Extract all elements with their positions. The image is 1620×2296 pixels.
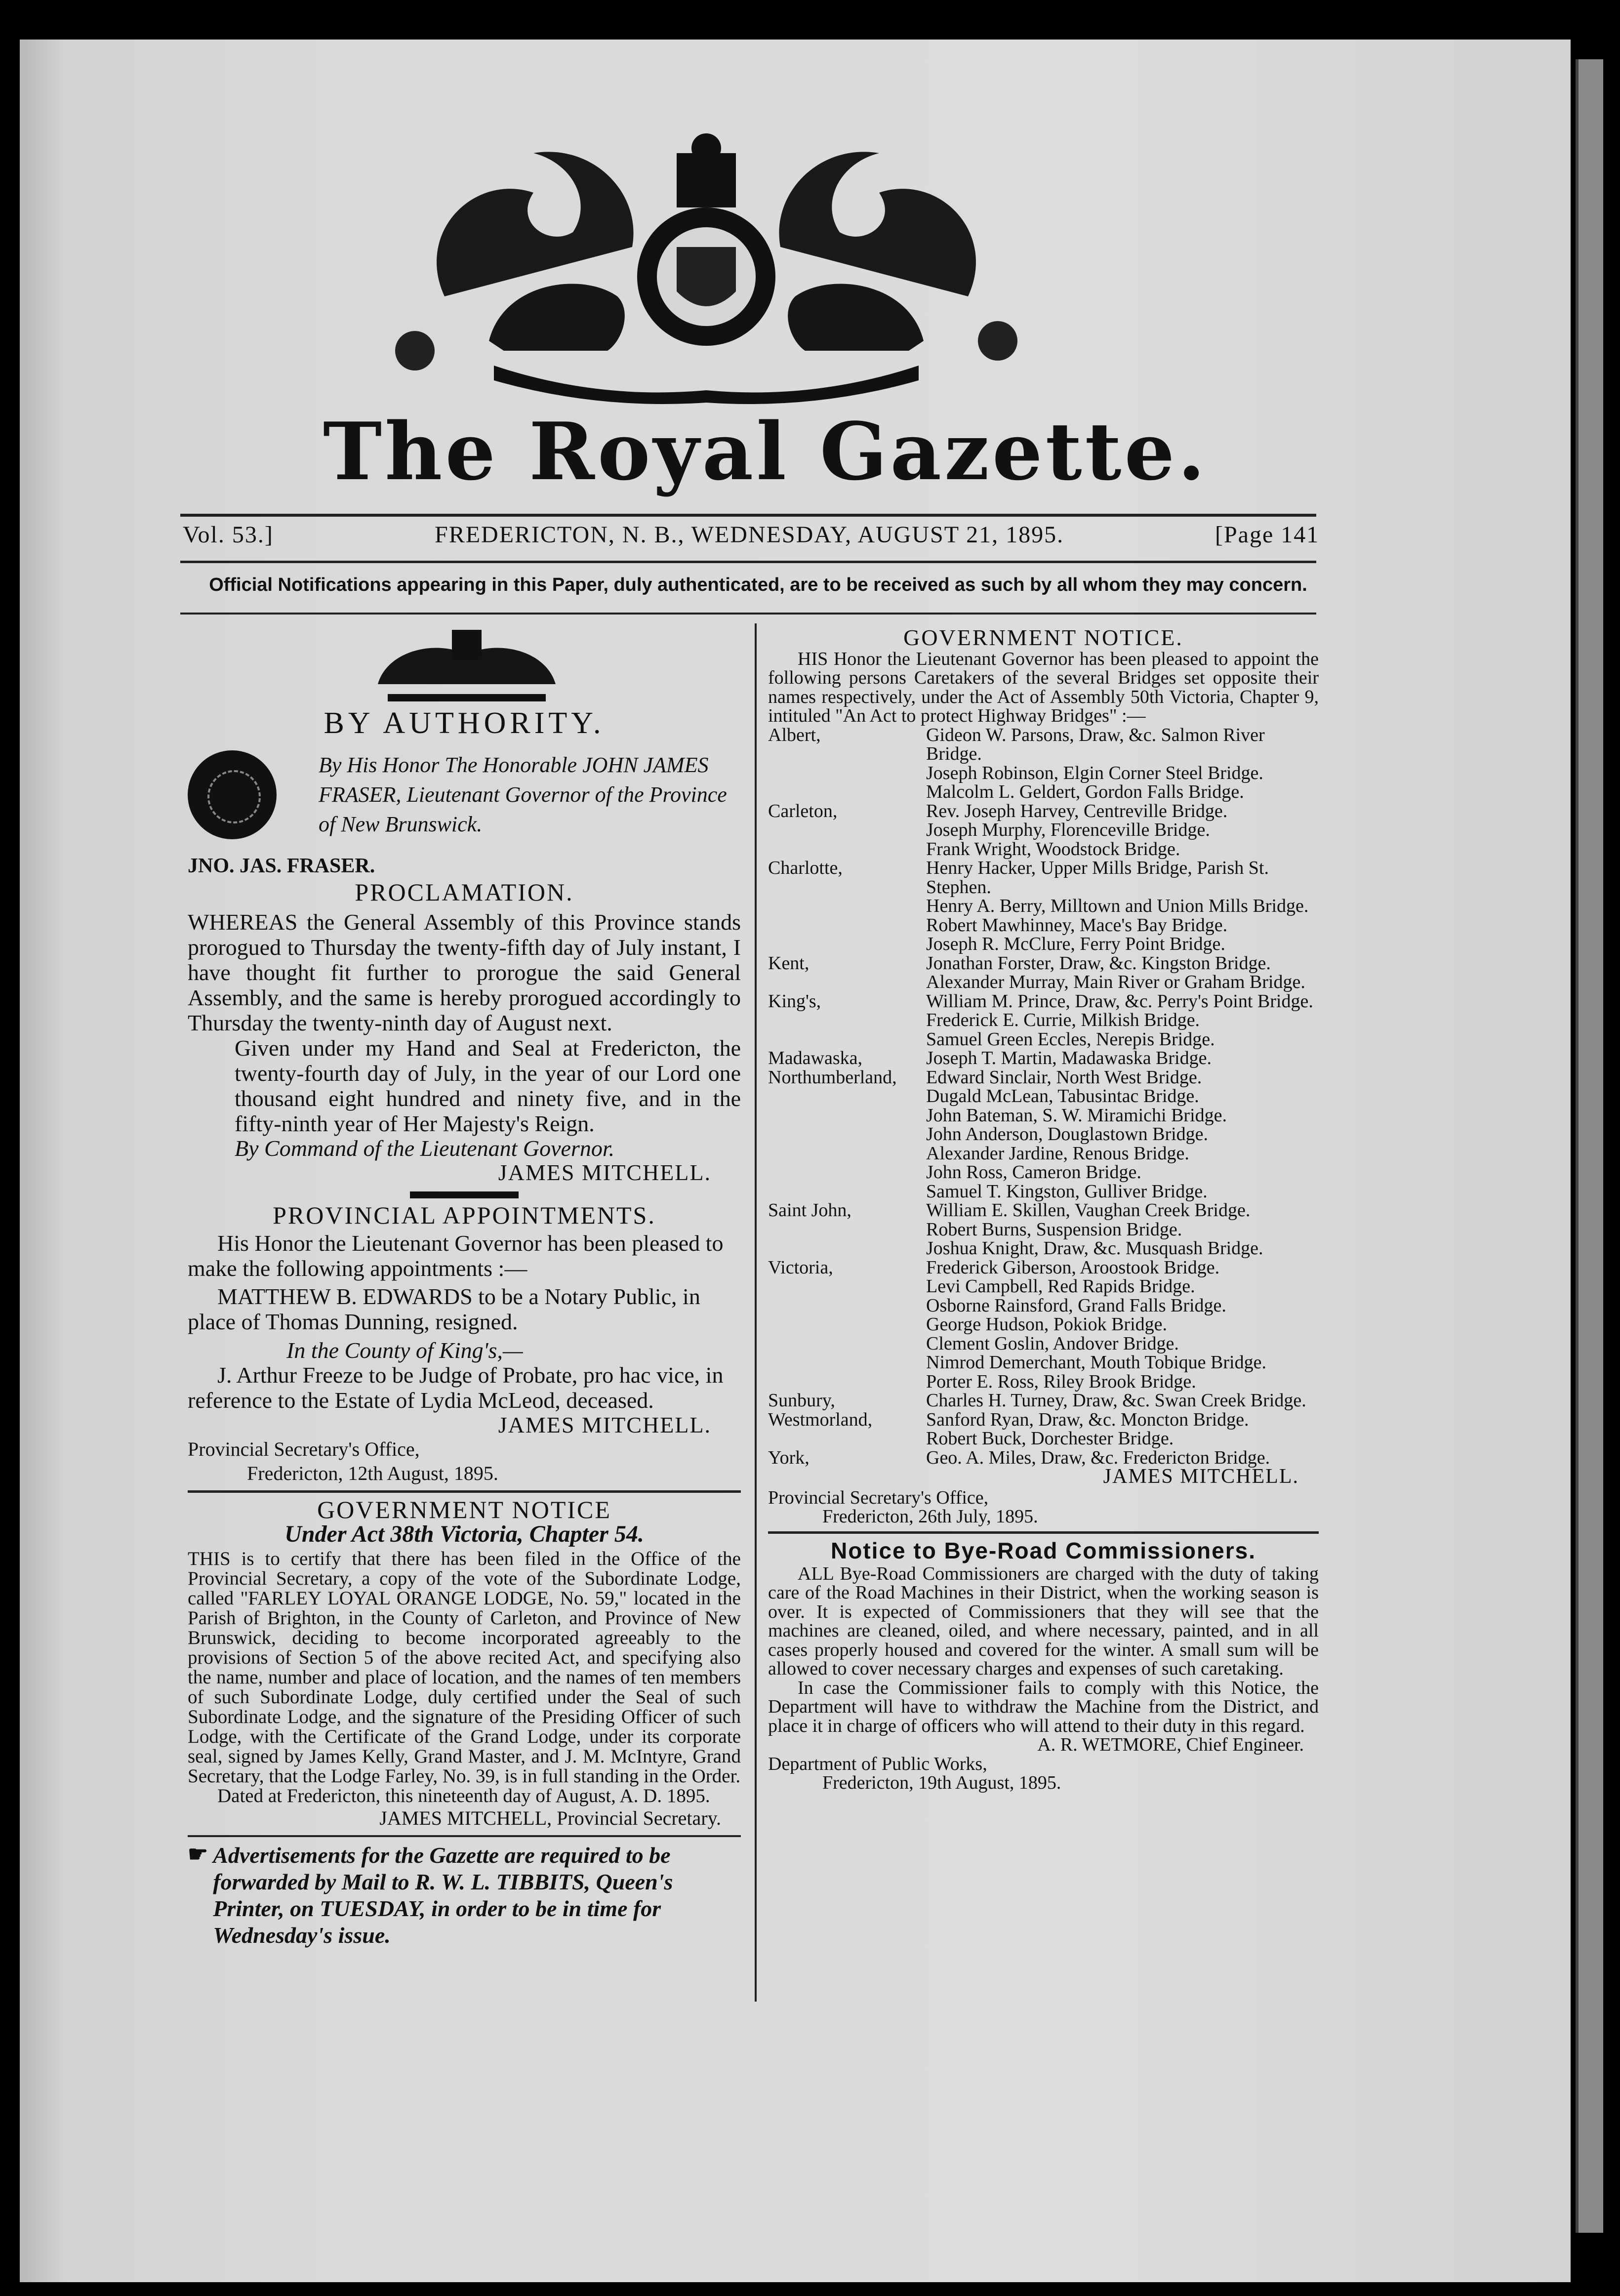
official-notice-line: Official Notifications appearing in this Paper, duly authenticated, are to be received as such by all whom they may concern. [209, 574, 1307, 595]
caretaker-entry: John Ross, Cameron Bridge. [926, 1162, 1141, 1183]
section-divider [410, 1191, 519, 1198]
caretaker-entry: John Anderson, Douglastown Bridge. [926, 1124, 1209, 1145]
government-notice-title-left: GOVERNMENT NOTICE [317, 1496, 611, 1523]
section-rule [188, 1490, 741, 1493]
county-name: Sunbury, [768, 1390, 835, 1411]
list-item [768, 1068, 1319, 1201]
department-date: Fredericton, 19th August, 1895. [822, 1772, 1061, 1793]
proclamation-title: PROCLAMATION. [355, 878, 574, 906]
bye-road-body-2: In case the Commissioner fails to comply with this Notice, the Department will have to withdraw the Machine from the District, and place it in charge of officers who will attend to their duty in this regard. [768, 1677, 1319, 1736]
office-address: Provincial Secretary's Office, [188, 1438, 420, 1460]
masthead-rule-bottom [180, 613, 1316, 615]
caretaker-entry: Osborne Rainsford, Grand Falls Bridge. [926, 1295, 1226, 1316]
county-name: York, [768, 1447, 810, 1468]
signature-james-mitchell-3: JAMES MITCHELL. [1103, 1465, 1299, 1488]
caretaker-entry: Samuel Green Eccles, Nerepis Bridge. [926, 1028, 1215, 1050]
caretaker-entry: Joseph R. McClure, Ferry Point Bridge. [926, 934, 1225, 954]
list-item [768, 1049, 1319, 1068]
county-name: Westmorland, [768, 1409, 873, 1430]
bye-road-title: Notice to Bye-Road Commissioners. [831, 1537, 1256, 1563]
caretaker-entry: Rev. Joseph Harvey, Centreville Bridge. [926, 800, 1228, 821]
appointments-title: PROVINCIAL APPOINTMENTS. [273, 1201, 656, 1229]
signature-james-mitchell-2: JAMES MITCHELL. [498, 1412, 711, 1437]
masthead-rule-top [180, 514, 1316, 517]
county-name: Saint John, [768, 1200, 851, 1221]
bridge-caretakers-list [768, 726, 1319, 1468]
governor-intro: By His Honor The Honorable JOHN JAMES FRASER, Lieutenant Governor of the Province of New Brunswick. [319, 753, 727, 836]
caretaker-entry: Frank Wright, Woodstock Bridge. [926, 838, 1180, 860]
county-name: Charlotte, [768, 858, 843, 878]
page-number: [Page 141 [1215, 522, 1320, 548]
office-date: Fredericton, 12th August, 1895. [247, 1462, 498, 1484]
list-item [768, 1391, 1319, 1410]
caretaker-entry: Joseph Robinson, Elgin Corner Steel Bridge. [926, 762, 1263, 783]
signature-wetmore: A. R. WETMORE, Chief Engineer. [1037, 1734, 1304, 1755]
by-command: By Command of the Lieutenant Governor. [235, 1136, 615, 1161]
list-item [768, 1258, 1319, 1392]
volume-number: Vol. 53.] [183, 522, 274, 548]
caretaker-entry: Frederick Giberson, Aroostook Bridge. [926, 1257, 1220, 1278]
caretaker-entry: Alexander Jardine, Renous Bridge. [926, 1143, 1189, 1164]
caretaker-entry: Robert Buck, Dorchester Bridge. [926, 1428, 1174, 1449]
list-item [768, 802, 1319, 859]
caretaker-entry: Jonathan Forster, Draw, &c. Kingston Bridge. [926, 952, 1271, 974]
proclamation-body: WHEREAS the General Assembly of this Province stands prorogued to Thursday the twenty-fifth day of July instant, I have thought fit further to prorogue the said General Assembly, and the same is hereby prorogued accordingly to Thursday the twenty-ninth day of August next. [188, 909, 741, 1035]
caretaker-entry: Sanford Ryan, Draw, &c. Moncton Bridge. [926, 1409, 1249, 1430]
masthead-rule-mid [180, 561, 1316, 563]
county-name: Albert, [768, 724, 821, 745]
advertisement-note: Advertisements for the Gazette are required to be forwarded by Mail to R. W. L. TIBBITS, Queen's Printer, on TUESDAY, in order to be in time for Wednesday's issue. [213, 1843, 673, 1948]
caretaker-entry: Gideon W. Parsons, Draw, &c. Salmon River Bridge. [926, 724, 1265, 764]
caretaker-entry: Porter E. Ross, Riley Brook Bridge. [926, 1371, 1196, 1392]
list-item [768, 859, 1319, 954]
left-column [188, 706, 741, 1949]
newspaper-title: The Royal Gazette. [323, 405, 1208, 498]
list-item [768, 1410, 1319, 1448]
caretaker-entry: George Hudson, Pokiok Bridge. [926, 1314, 1167, 1335]
seal-icon [188, 750, 277, 839]
dateline: FREDERICTON, N. B., WEDNESDAY, AUGUST 21, 1895. [435, 522, 1064, 548]
caretaker-entry: Joseph Murphy, Florenceville Bridge. [926, 820, 1210, 840]
list-item [768, 954, 1319, 992]
county-name: Carleton, [768, 800, 838, 821]
county-name: Madawaska, [768, 1048, 862, 1068]
caretaker-entry: Levi Campbell, Red Rapids Bridge. [926, 1276, 1195, 1297]
list-item [768, 992, 1319, 1049]
county-name: Northumberland, [768, 1066, 897, 1088]
caretaker-entry: Edward Sinclair, North West Bridge. [926, 1066, 1202, 1088]
department-address: Department of Public Works, [768, 1753, 987, 1774]
government-notice-title-right: GOVERNMENT NOTICE. [903, 625, 1183, 650]
office-date-right: Fredericton, 26th July, 1895. [822, 1506, 1038, 1527]
caretaker-entry: Henry Hacker, Upper Mills Bridge, Parish St. Stephen. [926, 858, 1269, 898]
county-kings-heading: In the County of King's,— [286, 1338, 523, 1363]
appointment-notary: MATTHEW B. EDWARDS to be a Notary Public, in place of Thomas Dunning, resigned. [188, 1284, 700, 1334]
caretaker-entry: Robert Mawhinney, Mace's Bay Bridge. [926, 914, 1228, 936]
proclamation-given: Given under my Hand and Seal at Fredericton, the twenty-fourth day of July, in the year of our Lord one thousand eight hundred and ninety five, and in the fifty-ninth year of Her Majesty's Reign. [235, 1035, 741, 1136]
list-item [768, 726, 1319, 802]
column-divider [755, 623, 757, 2002]
section-rule-right [768, 1531, 1319, 1534]
caretaker-entry: Geo. A. Miles, Draw, &c. Fredericton Bridge. [926, 1447, 1270, 1468]
caretaker-entry: John Bateman, S. W. Miramichi Bridge. [926, 1105, 1227, 1126]
caretaker-entry: Frederick E. Currie, Milkish Bridge. [926, 1010, 1200, 1030]
signature-provincial-secretary: JAMES MITCHELL, Provincial Secretary. [379, 1807, 721, 1829]
government-notice-act: Under Act 38th Victoria, Chapter 54. [284, 1521, 644, 1547]
caretaker-entry: Joshua Knight, Draw, &c. Musquash Bridge. [926, 1238, 1263, 1259]
by-authority-heading: BY AUTHORITY. [324, 706, 605, 740]
caretaker-entry: Robert Burns, Suspension Bridge. [926, 1219, 1182, 1240]
government-notice-dated: Dated at Fredericton, this nineteenth day of August, A. D. 1895. [217, 1785, 710, 1806]
section-rule-2 [188, 1835, 741, 1837]
caretaker-entry: Charles H. Turney, Draw, &c. Swan Creek Bridge. [926, 1390, 1306, 1411]
appointment-probate: J. Arthur Freeze to be Judge of Probate, pro hac vice, in reference to the Estate of Lydia McLeod, deceased. [188, 1362, 724, 1413]
pointing-hand-icon: ☛ [188, 1842, 208, 1867]
caretaker-entry: Nimrod Demerchant, Mouth Tobique Bridge. [926, 1352, 1266, 1373]
caretaker-entry: William E. Skillen, Vaughan Creek Bridge. [926, 1200, 1251, 1221]
caretaker-entry: Dugald McLean, Tabusintac Bridge. [926, 1086, 1199, 1107]
county-name: Victoria, [768, 1257, 833, 1278]
bridges-intro: HIS Honor the Lieutenant Governor has been pleased to appoint the following persons Caretakers of the several Bridges set opposite their names respectively, under the Act of Assembly 50th Victoria, Chapter 9, intituled "An Act to protect Highway Bridges" :— [768, 648, 1319, 726]
caretaker-entry: Alexander Murray, Main River or Graham Bridge. [926, 972, 1305, 992]
list-item [768, 1201, 1319, 1258]
bye-road-body-1: ALL Bye-Road Commissioners are charged with the duty of taking care of the Road Machines in their District, when the working season is over. It is expected of Commissioners that they will see that the machines are cleaned, oiled, and where necessary, painted, and in all cases properly housed and covered for the winter. A small sum will be allowed to cover necessary charges and expenses of such caretaking. [768, 1563, 1319, 1679]
county-name: Kent, [768, 952, 810, 974]
government-notice-body: THIS is to certify that there has been filed in the Office of the Provincial Secretary, a copy of the vote of the Subordinate Lodge, called "FARLEY LOYAL ORANGE LODGE, No. 59," located in the Parish of Brighton, in the County of Carleton, and Province of New Brunswick, deciding to become incorporated agreeably to the provisions of Section 5 of the above recited Act, and specifying also the name, number and place of location, and the names of ten members of such Subordinate Lodge, duly certified under the Seal of such Subordinate Lodge, and the signature of the Presiding Officer of such Lodge, with the Certificate of the Grand Lodge, under its corporate seal, signed by James Kelly, Grand Master, and J. M. McIntyre, Grand Secretary, that the Lodge Farley, No. 39, is in full standing in the Order. [188, 1548, 741, 1787]
caretaker-entry: Joseph T. Martin, Madawaska Bridge. [926, 1048, 1212, 1068]
appointments-intro: His Honor the Lieutenant Governor has been pleased to make the following appointments :— [188, 1230, 724, 1281]
right-column [768, 625, 1319, 1793]
caretaker-entry: Samuel T. Kingston, Gulliver Bridge. [926, 1181, 1208, 1202]
page-edge [1576, 59, 1603, 2233]
signature-initials: JNO. JAS. FRASER. [188, 855, 375, 877]
caretaker-entry: Clement Goslin, Andover Bridge. [926, 1333, 1179, 1354]
caretaker-entry: Henry A. Berry, Milltown and Union Mills Bridge. [926, 896, 1309, 916]
royal-coat-of-arms-icon [385, 133, 1027, 410]
small-crest-icon [368, 625, 566, 704]
signature-james-mitchell-1: JAMES MITCHELL. [498, 1160, 711, 1185]
caretaker-entry: Malcolm L. Geldert, Gordon Falls Bridge. [926, 781, 1244, 802]
caretaker-entry: William M. Prince, Draw, &c. Perry's Point Bridge. [926, 990, 1313, 1012]
list-item [768, 1448, 1319, 1468]
office-address-right: Provincial Secretary's Office, [768, 1487, 989, 1508]
county-name: King's, [768, 990, 821, 1012]
